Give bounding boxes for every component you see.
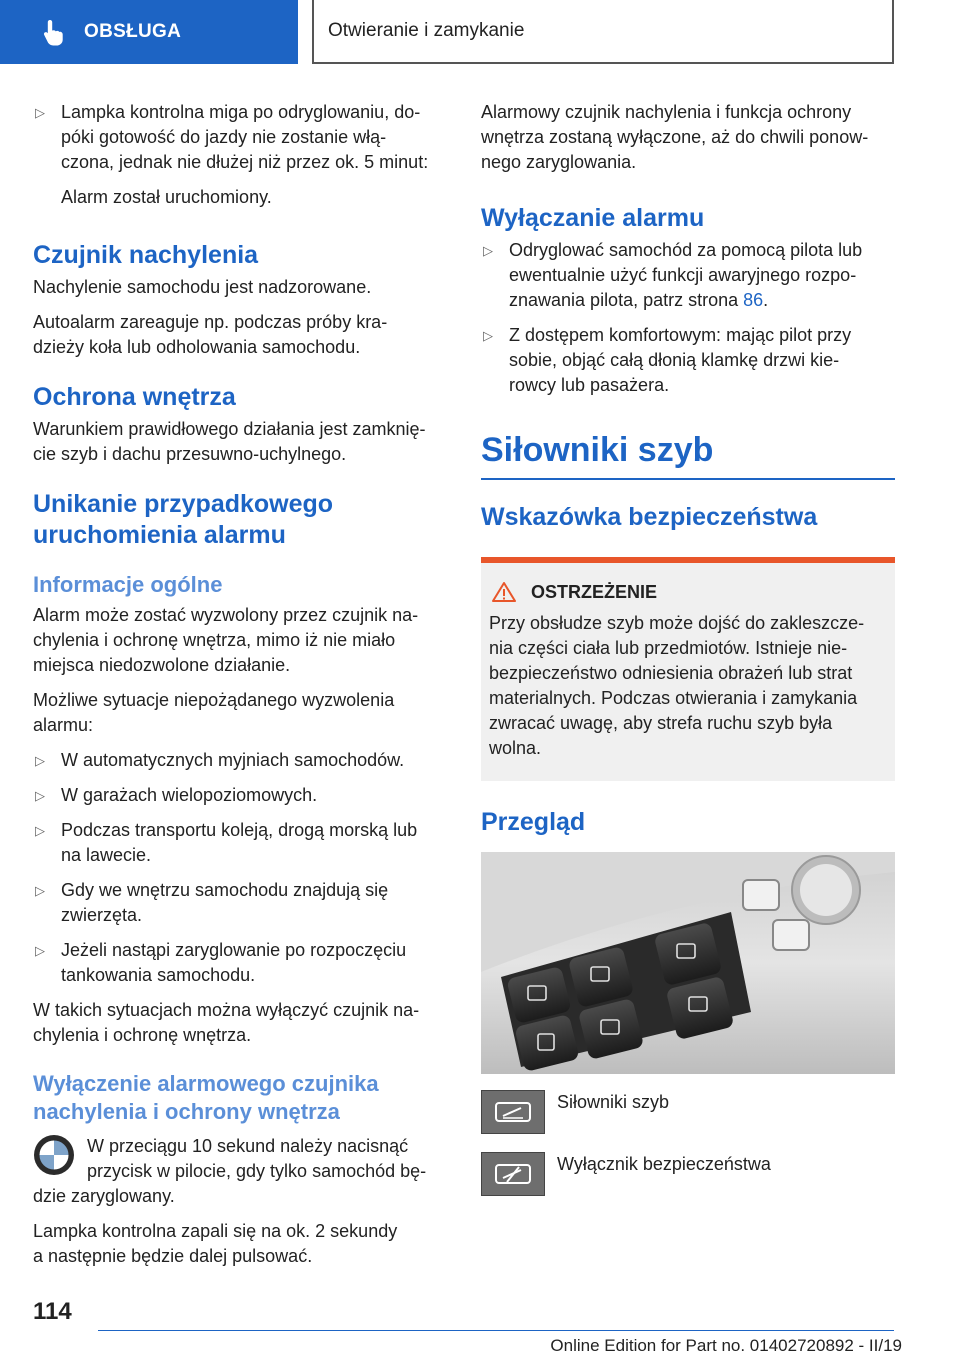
general-text (33, 603, 445, 678)
situations-list (33, 748, 445, 988)
key-text (87, 1134, 426, 1184)
text-line: na lawecie. (61, 845, 152, 865)
footer-divider (98, 1330, 894, 1331)
text-line: nia części ciała lub przedmiotów. Istnieje nie- (489, 638, 848, 658)
indicator-list (33, 100, 445, 175)
list-item (33, 818, 445, 868)
text-line: miejsca niedozwolone działanie. (33, 655, 291, 675)
heading-safety-note: Wskazówka bezpieczeństwa (481, 503, 818, 531)
text-line: Jeżeli nastąpi zaryglowanie po rozpoczęciu (61, 940, 407, 960)
switch-off-text (33, 998, 445, 1048)
text-line: bezpieczeństwo odniesienia obrażeń lub strat (489, 663, 853, 683)
text-line: alarmu: (33, 715, 94, 735)
text-line: Autoalarm zareaguje np. podczas próby kra- (33, 312, 388, 332)
key-instruction (33, 1134, 445, 1184)
heading-tilt-sensor: Czujnik nachylenia (33, 241, 259, 269)
section-tab-label: OBSŁUGA (84, 21, 182, 42)
list-item (33, 748, 445, 773)
heading-overview: Przegląd (481, 808, 586, 836)
key-text-end: dzie zaryglowany. (33, 1186, 175, 1206)
sensors-disabled-text (481, 100, 895, 175)
text-line: dzieży koła lub odholowania samochodu. (33, 337, 361, 357)
lamp-text (33, 1219, 445, 1269)
heading-general-info: Informacje ogólne (33, 572, 223, 597)
warning-title-text: OSTRZEŻENIE (531, 581, 658, 602)
legend-label: Siłowniki szyb (557, 1092, 670, 1112)
text-line: chylenia i ochronę wnętrza, mimo iż nie miało (33, 630, 396, 650)
text-line: Warunkiem prawidłowego działania jest zamknię- (33, 419, 426, 439)
footer-edition: Online Edition for Part no. 01402720892 - II/19 (550, 1336, 902, 1355)
list-item (33, 100, 445, 175)
heading-avoid-false-alarm (33, 489, 445, 551)
legend-window-switch (481, 1090, 895, 1134)
left-column (33, 100, 445, 1279)
window-switch-panel-photo (481, 852, 895, 1074)
bullet-arrow-icon: ▷ (35, 883, 45, 898)
page-number: 114 (33, 1298, 72, 1325)
text-line: Gdy we wnętrzu samochodu znajdują się (61, 880, 389, 900)
text-line: W przeciągu 10 sekund należy nacisnąć (87, 1136, 409, 1156)
warning-triangle-icon (491, 581, 517, 603)
right-column (481, 100, 895, 1196)
tilt-text-1: Nachylenie samochodu jest nadzorowane. (33, 277, 372, 297)
heading-window-regulators: Siłowniki szyb (481, 428, 895, 480)
text-line: Unikanie przypadkowego (33, 490, 334, 518)
safety-switch-icon (481, 1152, 545, 1196)
tilt-text-2 (33, 310, 445, 360)
hand-pointer-icon (40, 18, 68, 46)
bullet-arrow-icon: ▷ (35, 105, 45, 120)
alarm-started-text: Alarm został uruchomiony. (61, 187, 272, 207)
text-line: chylenia i ochronę wnętrza. (33, 1025, 252, 1045)
text-line: ewentualnie użyć funkcji awaryjnego rozpo- (509, 265, 857, 285)
text-line: W garażach wielopoziomowych. (61, 785, 318, 805)
list-item (481, 238, 895, 313)
page-link-86[interactable]: 86 (743, 290, 764, 310)
bullet-arrow-icon: ▷ (35, 943, 45, 958)
text-line: materialnych. Podczas otwierania i zamykania (489, 688, 858, 708)
text-line: W takich sytuacjach można wyłączyć czujnik na- (33, 1000, 420, 1020)
chapter-tab[interactable] (312, 0, 894, 64)
bullet-arrow-icon: ▷ (483, 328, 493, 343)
list-item (33, 938, 445, 988)
text-line: Lampka kontrolna miga po odryglowaniu, do- (61, 102, 421, 122)
interior-text (33, 417, 445, 467)
text-line: Podczas transportu koleją, drogą morską lub (61, 820, 418, 840)
warning-text (489, 611, 885, 761)
section-tab[interactable] (0, 0, 298, 64)
text-line: rowcy lub pasażera. (509, 375, 670, 395)
legend-label: Wyłącznik bezpieczeństwa (557, 1154, 771, 1174)
text-line: Alarmowy czujnik nachylenia i funkcja ochrony (481, 102, 852, 122)
heading-alarm-off: Wyłączanie alarmu (481, 204, 705, 232)
text-line: Odryglować samochód za pomocą pilota lub (509, 240, 863, 260)
text-line: Możliwe sytuacje niepożądanego wyzwolenia (33, 690, 395, 710)
text-line: Z dostępem komfortowym: mając pilot przy (509, 325, 852, 345)
text-line: Przy obsłudze szyb może dojść do zakleszcze- (489, 613, 865, 633)
list-item (481, 323, 895, 398)
list-item (33, 878, 445, 928)
text-line: zwierzęta. (61, 905, 143, 925)
text-line: przycisk w pilocie, gdy tylko samochód bę- (87, 1161, 427, 1181)
alarm-off-list (481, 238, 895, 398)
text-line: . (763, 290, 769, 310)
text-line: uruchomienia alarmu (33, 521, 286, 549)
text-line: nachylenia i ochrony wnętrza (33, 1099, 340, 1124)
text-line: póki gotowość do jazdy nie zostanie włą- (61, 127, 387, 147)
heading-interior-protection: Ochrona wnętrza (33, 383, 236, 411)
text-line: Lampka kontrolna zapali się na ok. 2 sekundy (33, 1221, 398, 1241)
text-line: wolna. (489, 738, 542, 758)
bullet-arrow-icon: ▷ (35, 753, 45, 768)
text-line: znawania pilota, patrz strona (509, 290, 744, 310)
chapter-tab-label: Otwieranie i zamykanie (328, 20, 525, 41)
list-item (33, 783, 445, 808)
heading-disable-sensors (33, 1070, 445, 1126)
warning-title (489, 581, 885, 603)
page-header (0, 0, 960, 66)
text-line: Alarm może zostać wyzwolony przez czujnik na- (33, 605, 419, 625)
text-line: czona, jednak nie dłużej niż przez ok. 5 minut: (61, 152, 429, 172)
text-line: nego zaryglowania. (481, 152, 637, 172)
text-line: a następnie będzie dalej pulsować. (33, 1246, 313, 1266)
text-line: tankowania samochodu. (61, 965, 256, 985)
bullet-arrow-icon: ▷ (483, 243, 493, 258)
situations-intro (33, 688, 445, 738)
bmw-key-logo-icon (33, 1134, 75, 1176)
bullet-arrow-icon: ▷ (35, 788, 45, 803)
bullet-arrow-icon: ▷ (35, 823, 45, 838)
text-line: Wyłączenie alarmowego czujnika (33, 1071, 379, 1096)
text-line: zwracać uwagę, aby strefa ruchu szyb była (489, 713, 833, 733)
warning-box (481, 557, 895, 781)
text-line: wnętrza zostaną wyłączone, aż do chwili ponow- (481, 127, 869, 147)
legend-safety-switch (481, 1152, 895, 1196)
text-line: sobie, objąć całą dłonią klamkę drzwi kie- (509, 350, 840, 370)
text-line: W automatycznych myjniach samochodów. (61, 750, 405, 770)
window-switch-icon (481, 1090, 545, 1134)
text-line: cie szyb i dachu przesuwno-uchylnego. (33, 444, 347, 464)
